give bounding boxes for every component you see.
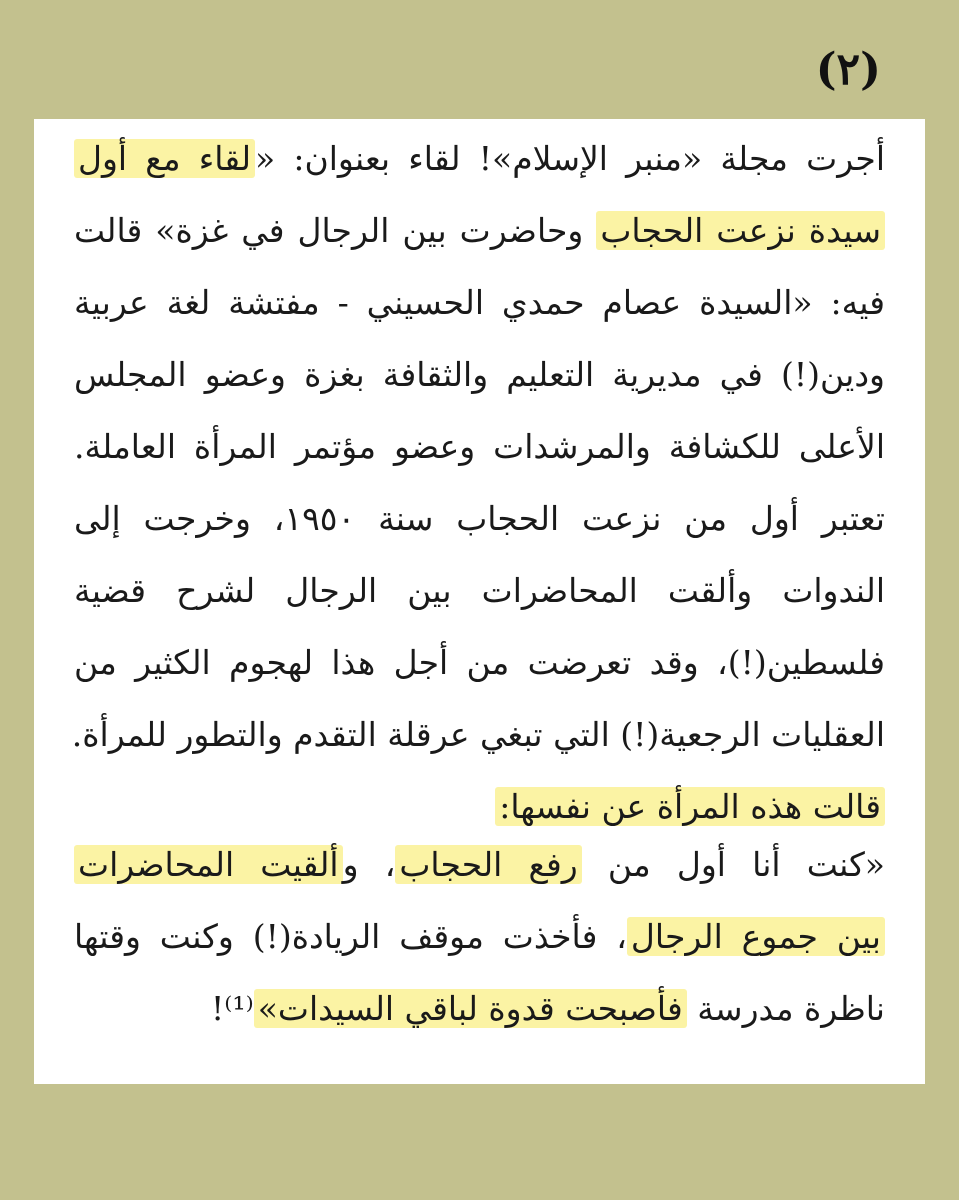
- text-segment: ⁽¹⁾!: [210, 989, 254, 1028]
- text-segment: فيه: «السيدة عصام حمدي الحسيني - مفتشة لغة عربية: [74, 283, 885, 322]
- text-segment: «كنت أنا أول من: [581, 845, 885, 884]
- text-segment: فلسطين(!)، وقد تعرضت من أجل هذا لهجوم الكثير من: [74, 643, 885, 682]
- text-segment: ، و: [342, 845, 396, 884]
- highlighted-text: سيدة نزعت الحجاب: [596, 211, 885, 250]
- text-line: [74, 555, 885, 627]
- text-line: [74, 973, 885, 1045]
- paragraph-1: [71, 123, 885, 843]
- text-line: [74, 123, 885, 195]
- text-line: [74, 411, 885, 483]
- highlighted-text: لقاء مع أول: [74, 139, 255, 178]
- paragraph-2: [74, 829, 885, 1045]
- text-segment: الندوات وألقت المحاضرات بين الرجال لشرح قضية: [74, 571, 885, 610]
- text-line: [74, 829, 885, 901]
- text-segment: الأعلى للكشافة والمرشدات وعضو مؤتمر المرأة العاملة.: [74, 427, 885, 466]
- text-segment: وحاضرت بين الرجال في غزة» قالت: [74, 211, 597, 250]
- scanned-page: [34, 119, 925, 1084]
- text-segment: ، فأخذت موقف الريادة(!) وكنت وقتها: [74, 917, 627, 956]
- text-line: [74, 483, 885, 555]
- text-segment: ودين(!) في مديرية التعليم والثقافة بغزة وعضو المجلس: [74, 355, 885, 394]
- highlighted-text: قالت هذه المرأة عن نفسها:: [495, 787, 885, 826]
- text-line: [74, 267, 885, 339]
- text-line: [71, 699, 885, 771]
- text-line: [74, 627, 885, 699]
- text-segment: العقليات الرجعية(!) التي تبغي عرقلة التقدم والتطور للمرأة.: [71, 715, 885, 754]
- highlighted-text: فأصبحت قدوة لباقي السيدات»: [254, 989, 687, 1028]
- text-line: [74, 195, 885, 267]
- text-segment: ناظرة مدرسة: [686, 989, 885, 1028]
- text-segment: تعتبر أول من نزعت الحجاب سنة ١٩٥٠، وخرجت إلى: [74, 499, 885, 538]
- text-line: [74, 339, 885, 411]
- highlighted-text: رفع الحجاب: [395, 845, 581, 884]
- highlighted-text: بين جموع الرجال: [627, 917, 885, 956]
- page-number: (٢): [815, 44, 881, 95]
- text-segment: أجرت مجلة «منبر الإسلام»! لقاء بعنوان: «: [255, 139, 885, 178]
- highlighted-text: ألقيت المحاضرات: [74, 845, 343, 884]
- text-line: [74, 901, 885, 973]
